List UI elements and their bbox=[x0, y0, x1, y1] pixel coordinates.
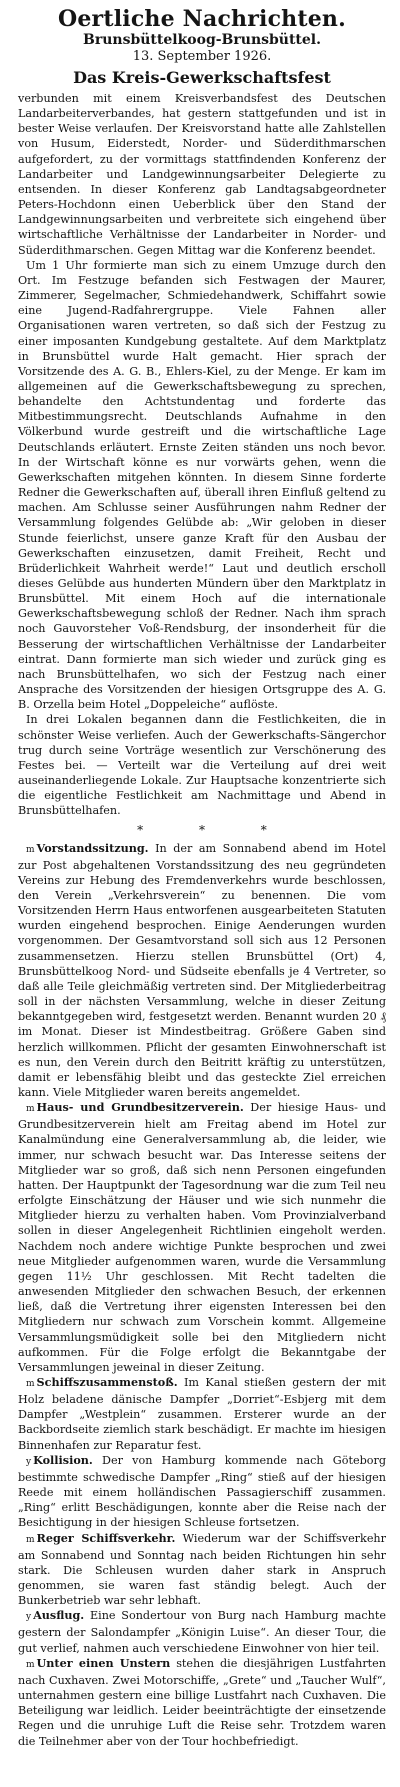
item-text: Der hiesige Haus- und Grundbesitzerverein hielt am Freitag abend im Hotel zur Kanalmündung eine Generalversammlung ab, die leider, wie immer, nur schwach besucht war. Das Interesse seitens der Mitglieder war so groß, daß sich nenn Personen eingefunden hatten. Der Hauptpunkt der Tagesordnung war die zum Teil neu erfolgte Einschätzung der Häuser und wie sich nunmehr die Mitglieder hierzu zu verhalten haben. Vom Provinzialverband sollen in dieser Angelegenheit Richtlinien eingeholt werden. Nachdem noch andere wichtige Punkte besprochen und zwei neue Mitglieder aufgenommen waren, wurde die Versammlung gegen 11½ Uhr geschlossen. Mit Recht tadelten die anwesenden Mitglieder den schwachen Besuch, der erkennen ließ, daß die Vertretung ihrer eigensten Interessen bei den Mitgliedern nur schwach zum Vorschein kommt. Allgemeine Versammlungsmüdigkeit solle bei den Mitgliedern nicht aufkommen. Für die Folge erfolgt die Bekanntgabe der Versammlungen jeweinal in dieser Zeitung. bbox=[18, 1101, 386, 1374]
item-marker: m bbox=[26, 1534, 35, 1545]
item-marker: m bbox=[26, 1378, 35, 1389]
news-item bbox=[18, 1656, 386, 1749]
news-item bbox=[18, 841, 386, 1101]
item-lead: Vorstandssitzung. bbox=[36, 840, 149, 855]
news-item bbox=[18, 1608, 386, 1655]
article-paragraph: Um 1 Uhr formierte man sich zu einem Umzuge durch den Ort. Im Festzuge befanden sich Festwagen der Maurer, Zimmerer, Segelmacher, Schmiedehandwerk, Schiffahrt sowie eine Jugend-Radfahrergruppe. Viele Fahnen aller Organisationen waren vertreten, so daß sich der Festzug zu einer imposanten Kundgebung gestaltete. Auf dem Marktplatz in Brunsbüttel wurde Halt gemacht. Hier sprach der Vorsitzende des A. G. B., Ehlers-Kiel, zu der Menge. Er kam im allgemeinen auf die Gewerkschaftsbewegung zu sprechen, behandelte den Achtstundentag und forderte das Mitbestimmungsrecht. Deutschlands Aufnahme in den Völkerbund wurde gestreift und die wirtschaftliche Lage Deutschlands erläutert. Ernste Zeiten ständen uns noch bevor. In der Wirtschaft könne es nur vorwärts gehen, wenn die Gewerkschaften mitgehen könnten. In diesem Sinne forderte Redner die Gewerkschaften auf, überall ihren Einfluß geltend zu machen. Am Schlusse seiner Ausführungen nahm Redner der Versammlung folgendes Gelübde ab: „Wir geloben in dieser Stunde feierlichst, unsere ganze Kraft für den Ausbau der Gewerkschaften einzusetzen, damit Freiheit, Recht und Brüderlichkeit Wahrheit werde!“ Laut und deutlich erscholl dieses Gelübde aus hunderten Mündern über den Marktplatz in Brunsbüttel. Mit einem Hoch auf die internationale Gewerkschaftsbewegung schloß der Redner. Nach ihm sprach noch Gauvorsteher Voß-Rendsburg, der insonderheit für die Besserung der wirtschaftlichen Verhältnisse der Landarbeiter eintrat. Dann formierte man sich wieder und zurück ging es nach Brunsbüttelhafen, wo sich der Festzug nach einer Ansprache des Vorsitzenden der hiesigen Ortsgruppe des A. G. B. Orzella beim Hotel „Doppeleiche“ auflöste. bbox=[18, 258, 386, 712]
item-text: Wiederum war der Schiffsverkehr am Sonnabend und Sonntag nach beiden Richtungen hin sehr stark. Die Schleusen wurden daher stark in Anspruch genommen, sie waren fast ständig belegt. Auch der Bunkerbetrieb war sehr lebhaft. bbox=[18, 1531, 386, 1608]
item-marker: y bbox=[26, 1456, 32, 1467]
item-lead: Schiffszusammenstoß. bbox=[36, 1374, 178, 1389]
article-headline: Das Kreis-Gewerkschaftsfest bbox=[73, 68, 331, 87]
item-marker: m bbox=[26, 1104, 35, 1115]
item-marker: y bbox=[26, 1612, 32, 1623]
date-line: 13. September 1926. bbox=[132, 49, 272, 64]
section-divider-ornament: * * * bbox=[137, 822, 293, 837]
item-text: stehen die diesjährigen Lustfahrten nach Cuxhaven. Zwei Motorschiffe, „Grete“ und „Taucher Wulf“, unternahmen gestern eine billige Lustfahrt nach Cuxhaven. Die Beteiligung war leidlich. Leider beeinträchtigte der einsetzende Regen und die unruhige Luft die Reise sehr. Trotzdem waren die Teilnehmer aber von der Tour hochbefriedigt. bbox=[18, 1656, 386, 1748]
section-title: Oertliche Nachrichten. bbox=[58, 6, 346, 32]
item-lead: Unter einen Unstern bbox=[36, 1655, 171, 1670]
item-text: In der am Sonnabend abend im Hotel zur Post abgehaltenen Vorstandssitzung des neu gegründeten Vereins zur Hebung des Fremdenverkehrs wurde beschlossen, den Verein „Verkehrsverein“ zu benennen. Die vom Vorsitzenden Herrn Haus entworfenen ausgearbeiteten Statuten wurden eingehend besprochen. Einige Aenderungen wurden vorgenommen. Der Gesamtvorstand soll sich aus 12 Personen zusammensetzen. Hierzu stellen Brunsbüttel (Ort) 4, Brunsbüttelkoog Nord- und Südseite ebenfalls je 4 Vertreter, so daß alle Teile gleichmäßig vertreten sind. Der Mitgliederbeitrag soll in der nächsten Versammlung, welche in dieser Zeitung bekanntgegeben wird, festgesetzt werden. Benannt wurden 20 ₰ im Monat. Dieser ist Mindestbeitrag. Größere Gaben sind herzlich willkommen. Pflicht der gesamten Einwohnerschaft ist es nun, den Verein durch den Beitritt kräftig zu unterstützen, damit er lebensfähig bleibt und das gesteckte Ziel erreichen kann. Viele Mitglieder waren bereits angemeldet. bbox=[18, 841, 386, 1099]
item-marker: m bbox=[26, 1659, 35, 1670]
place-line: Brunsbüttelkoog-Brunsbüttel. bbox=[83, 32, 321, 48]
item-lead: Kollision. bbox=[33, 1452, 93, 1467]
item-lead: Haus- und Grundbesitzerverein. bbox=[36, 1100, 244, 1115]
item-text: Eine Sondertour von Burg nach Hamburg machte gestern der Salondampfer „Königin Luise“. An dieser Tour, die gut verlief, nahmen auch verschiedene Einwohner von hier teil. bbox=[18, 1609, 386, 1655]
item-text: Der von Hamburg kommende nach Göteborg bestimmte schwedische Dampfer „Ring“ stieß auf der hiesigen Reede mit einem holländischen Passagierschiff zusammen. „Ring“ erlitt Beschädigungen, konnte aber die Reise nach der Besichtigung in der hiesigen Schleuse fortsetzen. bbox=[18, 1453, 386, 1530]
news-item bbox=[18, 1375, 386, 1453]
item-text: Im Kanal stießen gestern der mit Holz beladene dänische Dampfer „Dorriet“-Esbjerg mit dem Dampfer „Westplein“ zusammen. Ersterer wurde an der Backbordseite ziemlich stark beschädigt. Er machte im hiesigen Binnenhafen zur Reparatur fest. bbox=[18, 1375, 386, 1452]
news-item bbox=[18, 1453, 386, 1531]
news-item bbox=[18, 1531, 386, 1609]
item-marker: m bbox=[26, 844, 35, 855]
article-paragraph: In drei Lokalen begannen dann die Festlichkeiten, die in schönster Weise verliefen. Auch der Gewerkschafts-Sängerchor trug durch seine Vorträge wesentlich zur Verschönerung des Festes bei. — Verteilt war die Verteilung auf drei weit auseinanderliegende Lokale. Zur Hauptsache konzentrierte sich die eigentliche Festlichkeit am Nachmittage und Abend in Brunsbüttelhafen. bbox=[18, 713, 386, 818]
item-lead: Reger Schiffsverkehr. bbox=[36, 1530, 176, 1545]
item-lead: Ausflug. bbox=[33, 1608, 85, 1623]
article-paragraph: verbunden mit einem Kreisverbandsfest des Deutschen Landarbeiterverbandes, hat gestern stattgefunden und ist in bester Weise verlaufen. Der Kreisvorstand hatte alle Zahlstellen von Husum, Eiderstedt, Norder- und Süderdithmarschen aufgefordert, zu der vormittags stattfindenden Konferenz der Landarbeiter und Landgewinnungsarbeiter Delegierte zu entsenden. In dieser Konferenz gab Landtagsabgeordneter Peters-Hochdonn einen Ueberblick über den Stand der Landgewinnungsarbeiten und verbreitete sich eingehend über wirtschaftliche Verhältnisse der Landarbeiter in Norder- und Süderdithmarschen. Gegen Mittag war die Konferenz beendet. bbox=[18, 92, 386, 257]
news-item bbox=[18, 1100, 386, 1375]
